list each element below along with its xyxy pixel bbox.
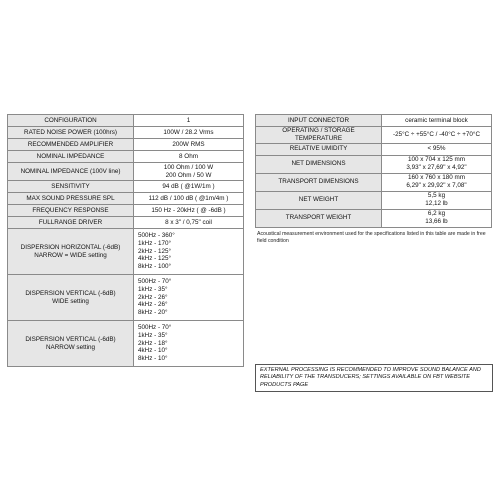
spec-label: NOMINAL IMPEDANCE: [8, 151, 134, 163]
spec-row-sensitivity: [8, 181, 244, 193]
spec-row-dispersion-vertical-narrow: [8, 321, 244, 367]
spec-value: ceramic terminal block: [382, 115, 492, 127]
spec-label: OPERATING / STORAGE TEMPERATURE: [256, 127, 382, 144]
spec-value: -25°C ÷ +55°C / -40°C ÷ +70°C: [382, 127, 492, 144]
spec-value: [382, 191, 492, 209]
spec-value-line: 1kHz - 35°: [138, 285, 168, 293]
spec-value-line: 500Hz - 70°: [138, 323, 172, 331]
spec-label: [8, 229, 134, 275]
spec-value-line: 13,66 lb: [425, 218, 448, 226]
spec-row-dispersion-horizontal: [8, 229, 244, 275]
spec-label: FREQUENCY RESPONSE: [8, 205, 134, 217]
spec-value-line: 8kHz - 100°: [138, 263, 171, 271]
spec-label: SENSITIVITY: [8, 181, 134, 193]
spec-value-line: 3,93" x 27,69" x 4,92": [406, 164, 467, 172]
spec-row-transport-dimensions: [256, 173, 492, 191]
spec-value: [382, 173, 492, 191]
left-spec-table: [7, 114, 244, 367]
spec-row-temperature: [256, 127, 492, 144]
spec-value: [134, 229, 244, 275]
spec-row-recommended-amplifier: [8, 139, 244, 151]
spec-value-line: 8kHz - 20°: [138, 309, 168, 317]
spec-label: RATED NOISE POWER (100hrs): [8, 127, 134, 139]
spec-row-nominal-impedance-100v: [8, 163, 244, 181]
spec-row-net-dimensions: [256, 155, 492, 173]
spec-value: 150 Hz - 20kHz ( @ -6dB ): [134, 205, 244, 217]
spec-row-net-weight: [256, 191, 492, 209]
spec-value-line: 2kHz - 18°: [138, 339, 168, 347]
spec-label: TRANSPORT WEIGHT: [256, 209, 382, 227]
processing-notice: EXTERNAL PROCESSING IS RECOMMENDED TO IMPROVE SOUND BALANCE AND RELIABILITY OF THE TRANSDUCERS; SETTINGS AVAILABLE ON FBT WEBSITE PRODUCTS PAGE: [255, 364, 493, 392]
spec-row-max-spl: [8, 193, 244, 205]
spec-label-line: DISPERSION VERTICAL (-6dB): [25, 335, 116, 343]
spec-row-dispersion-vertical-wide: [8, 275, 244, 321]
spec-label: MAX SOUND PRESSURE SPL: [8, 193, 134, 205]
spec-value-line: 4kHz - 125°: [138, 255, 171, 263]
spec-row-rated-noise-power: [8, 127, 244, 139]
spec-label: TRANSPORT DIMENSIONS: [256, 173, 382, 191]
spec-label: RECOMMENDED AMPLIFIER: [8, 139, 134, 151]
spec-value: [134, 163, 244, 181]
spec-row-input-connector: [256, 115, 492, 127]
spec-value: 8 x 3" / 0,75" coil: [134, 217, 244, 229]
spec-value-line: 12,12 lb: [425, 200, 448, 208]
spec-value-line: 4kHz - 26°: [138, 301, 168, 309]
spec-label: INPUT CONNECTOR: [256, 115, 382, 127]
spec-value: 200W RMS: [134, 139, 244, 151]
spec-value: [382, 155, 492, 173]
spec-value: 1: [134, 115, 244, 127]
spec-label-line: NARROW = WIDE setting: [34, 251, 107, 259]
spec-value-line: 1kHz - 170°: [138, 239, 171, 247]
spec-value-line: 6,29" x 29,92" x 7,08": [406, 182, 467, 190]
spec-row-transport-weight: [256, 209, 492, 227]
spec-value: 112 dB / 100 dB ( @1m/4m ): [134, 193, 244, 205]
spec-label: NET DIMENSIONS: [256, 155, 382, 173]
spec-label: [8, 321, 134, 367]
spec-value-line: 8kHz - 10°: [138, 355, 168, 363]
spec-value: [134, 275, 244, 321]
spec-label: NET WEIGHT: [256, 191, 382, 209]
spec-label: NOMINAL IMPEDANCE (100V line): [8, 163, 134, 181]
spec-value-line: 100 x 704 x 125 mm: [407, 156, 466, 164]
spec-value-line: 6,2 kg: [427, 210, 446, 218]
spec-value-line: 2kHz - 26°: [138, 293, 168, 301]
spec-value: 8 Ohm: [134, 151, 244, 163]
spec-value: 100W / 28.2 Vrms: [134, 127, 244, 139]
spec-label: [8, 275, 134, 321]
measurement-footnote: Acoustical measurement environment used for the specifications listed in this table are made in free field condition: [257, 231, 486, 244]
spec-value-line: 1kHz - 35°: [138, 331, 168, 339]
spec-value: [134, 321, 244, 367]
spec-value-line: 160 x 760 x 180 mm: [407, 174, 466, 182]
spec-label: RELATIVE UMIDITY: [256, 143, 382, 155]
spec-value-line: 5,5 kg: [427, 192, 446, 200]
spec-value-line: 200 Ohm / 50 W: [165, 171, 212, 179]
spec-row-nominal-impedance: [8, 151, 244, 163]
spec-label-line: WIDE setting: [52, 297, 89, 305]
spec-value: [382, 209, 492, 227]
spec-label: CONFIGURATION: [8, 115, 134, 127]
spec-value: < 95%: [382, 143, 492, 155]
spec-value-line: 500Hz - 70°: [138, 277, 172, 285]
spec-row-frequency-response: [8, 205, 244, 217]
spec-value-line: 100 Ohm / 100 W: [163, 163, 214, 171]
spec-label-line: DISPERSION VERTICAL (-6dB): [25, 289, 116, 297]
spec-label-line: DISPERSION HORIZONTAL (-6dB): [20, 243, 121, 251]
spec-label-line: NARROW setting: [46, 343, 95, 351]
spec-row-relative-humidity: [256, 143, 492, 155]
spec-value-line: 500Hz - 360°: [138, 231, 175, 239]
spec-label: FULLRANGE DRIVER: [8, 217, 134, 229]
spec-value-line: 2kHz - 125°: [138, 247, 171, 255]
spec-value: 94 dB ( @1W/1m ): [134, 181, 244, 193]
right-spec-table: [255, 114, 492, 228]
spec-value-line: 4kHz - 10°: [138, 347, 168, 355]
spec-row-configuration: [8, 115, 244, 127]
spec-row-fullrange-driver: [8, 217, 244, 229]
